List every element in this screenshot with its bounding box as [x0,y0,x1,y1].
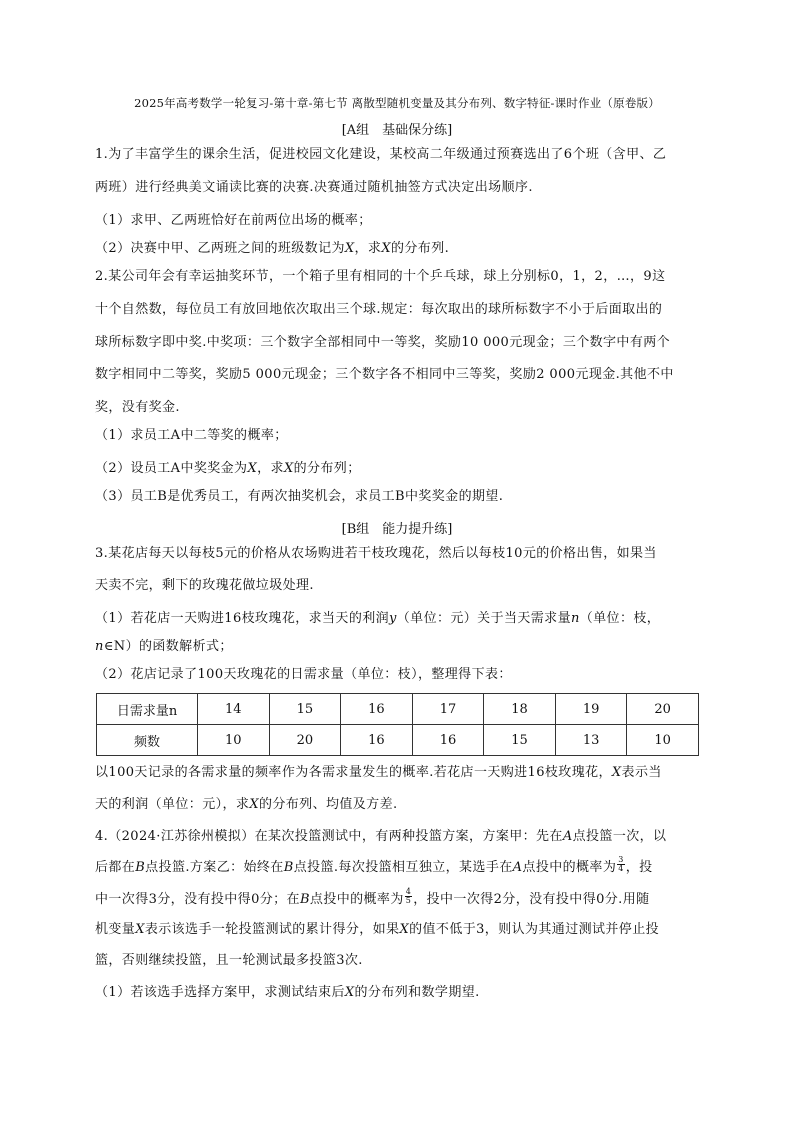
table-cell: 10 [627,725,699,756]
table-cell: 17 [412,694,484,725]
q1-line-1: 1.为了丰富学生的课余生活，促进校园文化建设，某校高二年级通过预赛选出了6个班（含甲、乙 [95,147,667,162]
q2-line-2: 十个自然数，每位员工有放回地依次取出三个球.规定：每次取出的球所标数字不小于后面取出的 [95,302,663,317]
section-b-heading: [B组 能力提升练] [341,522,453,537]
table-cell: 10 [198,725,270,756]
q3-part-2: （2）花店记录了100天玫瑰花的日需求量（单位：枝），整理得下表： [95,667,512,682]
q4-line-2: 后都在B点投篮.方案乙：始终在B点投篮.每次投篮相互独立，某选手在A点投中的概率为 $\frac{3}{4}$ ，投 [95,855,653,875]
q2-line-1: 2.某公司年会有幸运抽奖环节，一个箱子里有相同的十个乒乓球，球上分别标0，1，2，…，9这 [95,269,666,284]
table-cell: 20 [269,725,341,756]
table-cell: 20 [627,694,699,725]
table-cell: 13 [555,725,627,756]
section-a-heading: [A组 基础保分练] [341,123,453,138]
q2-part-3: （3）员工B是优秀员工，有两次抽奖机会，求员工B中奖奖金的期望. [95,489,504,504]
fraction-four-fifths: $\frac{4}{5}$ [405,887,412,905]
q2-line-5: 奖，没有奖金. [95,400,180,415]
table-cell: 18 [484,694,556,725]
q4-line-5: 篮，否则继续投篮，且一轮测试最多投篮3次. [95,953,363,968]
q3-line-1: 3.某花店每天以每枝5元的价格从农场购进若干枝玫瑰花，然后以每枝10元的价格出售，如果当 [95,546,657,561]
q4-line-3: 中一次得3分，没有投中得0分；在B点投中的概率为 $\frac{4}{5}$ ，投中一次得2分，没有投中得0分.用随 [95,887,650,907]
q1-part-1: （1）求甲、乙两班恰好在前两位出场的概率； [95,213,372,228]
q1-part-2: （2）决赛中甲、乙两班之间的班级数记为X，求X的分布列. [95,241,450,256]
q4-line-1: 4.（2024·江苏徐州模拟）在某次投篮测试中，有两种投篮方案，方案甲：先在A点投篮一次，以 [95,829,667,844]
q3-part-1: （1）若花店一天购进16枝玫瑰花，求当天的利润y（单位：元）关于当天需求量n（单位：枝， [95,611,661,626]
table-header-frequency: 频数 [97,725,198,756]
q2-part-2: （2）设员工A中奖奖金为X，求X的分布列； [95,461,361,476]
q3-line-2: 天卖不完，剩下的玫瑰花做垃圾处理. [95,578,314,593]
table-cell: 16 [341,725,413,756]
q4-part-1: （1）若该选手选择方案甲，求测试结束后X的分布列和数学期望. [95,985,480,1000]
q3-part-1-cont: n∈N）的函数解析式； [95,639,233,654]
table-header-demand: 日需求量n [97,694,198,725]
q4-line-4: 机变量X表示该选手一轮投篮测试的累计得分，如果X的值不低于3，则认为其通过测试并停止投 [95,922,659,937]
q1-line-2: 两班）进行经典美文诵读比赛的决赛.决赛通过随机抽签方式决定出场顺序. [95,180,533,195]
table-row-frequency [97,725,699,756]
table-cell: 16 [412,725,484,756]
demand-frequency-table [96,693,699,756]
table-cell: 15 [484,725,556,756]
q2-line-3: 球所标数字即中奖.中奖项：三个数字全部相同中一等奖，奖励10 000元现金；三个数字中有两个 [95,335,671,350]
table-cell: 16 [341,694,413,725]
q3-after-line-1: 以100天记录的各需求量的频率作为各需求量发生的概率.若花店一天购进16枝玫瑰花，X表示当 [95,765,662,780]
document-title: 2025年高考数学一轮复习-第十章-第七节 离散型随机变量及其分布列、数字特征-课时作业（原卷版） [134,96,660,110]
q2-line-4: 数字相同中二等奖，奖励5 000元现金；三个数字各不相同中三等奖，奖励2 000元现金.其他不中 [95,367,674,382]
table-cell: 15 [269,694,341,725]
q2-part-1: （1）求员工A中二等奖的概率； [95,428,288,443]
table-cell: 19 [555,694,627,725]
q3-after-line-2: 天的利润（单位：元），求X的分布列、均值及方差. [95,797,398,812]
table-row-demand [97,694,699,725]
fraction-three-quarters: $\frac{3}{4}$ [618,855,624,873]
table-cell: 14 [198,694,270,725]
